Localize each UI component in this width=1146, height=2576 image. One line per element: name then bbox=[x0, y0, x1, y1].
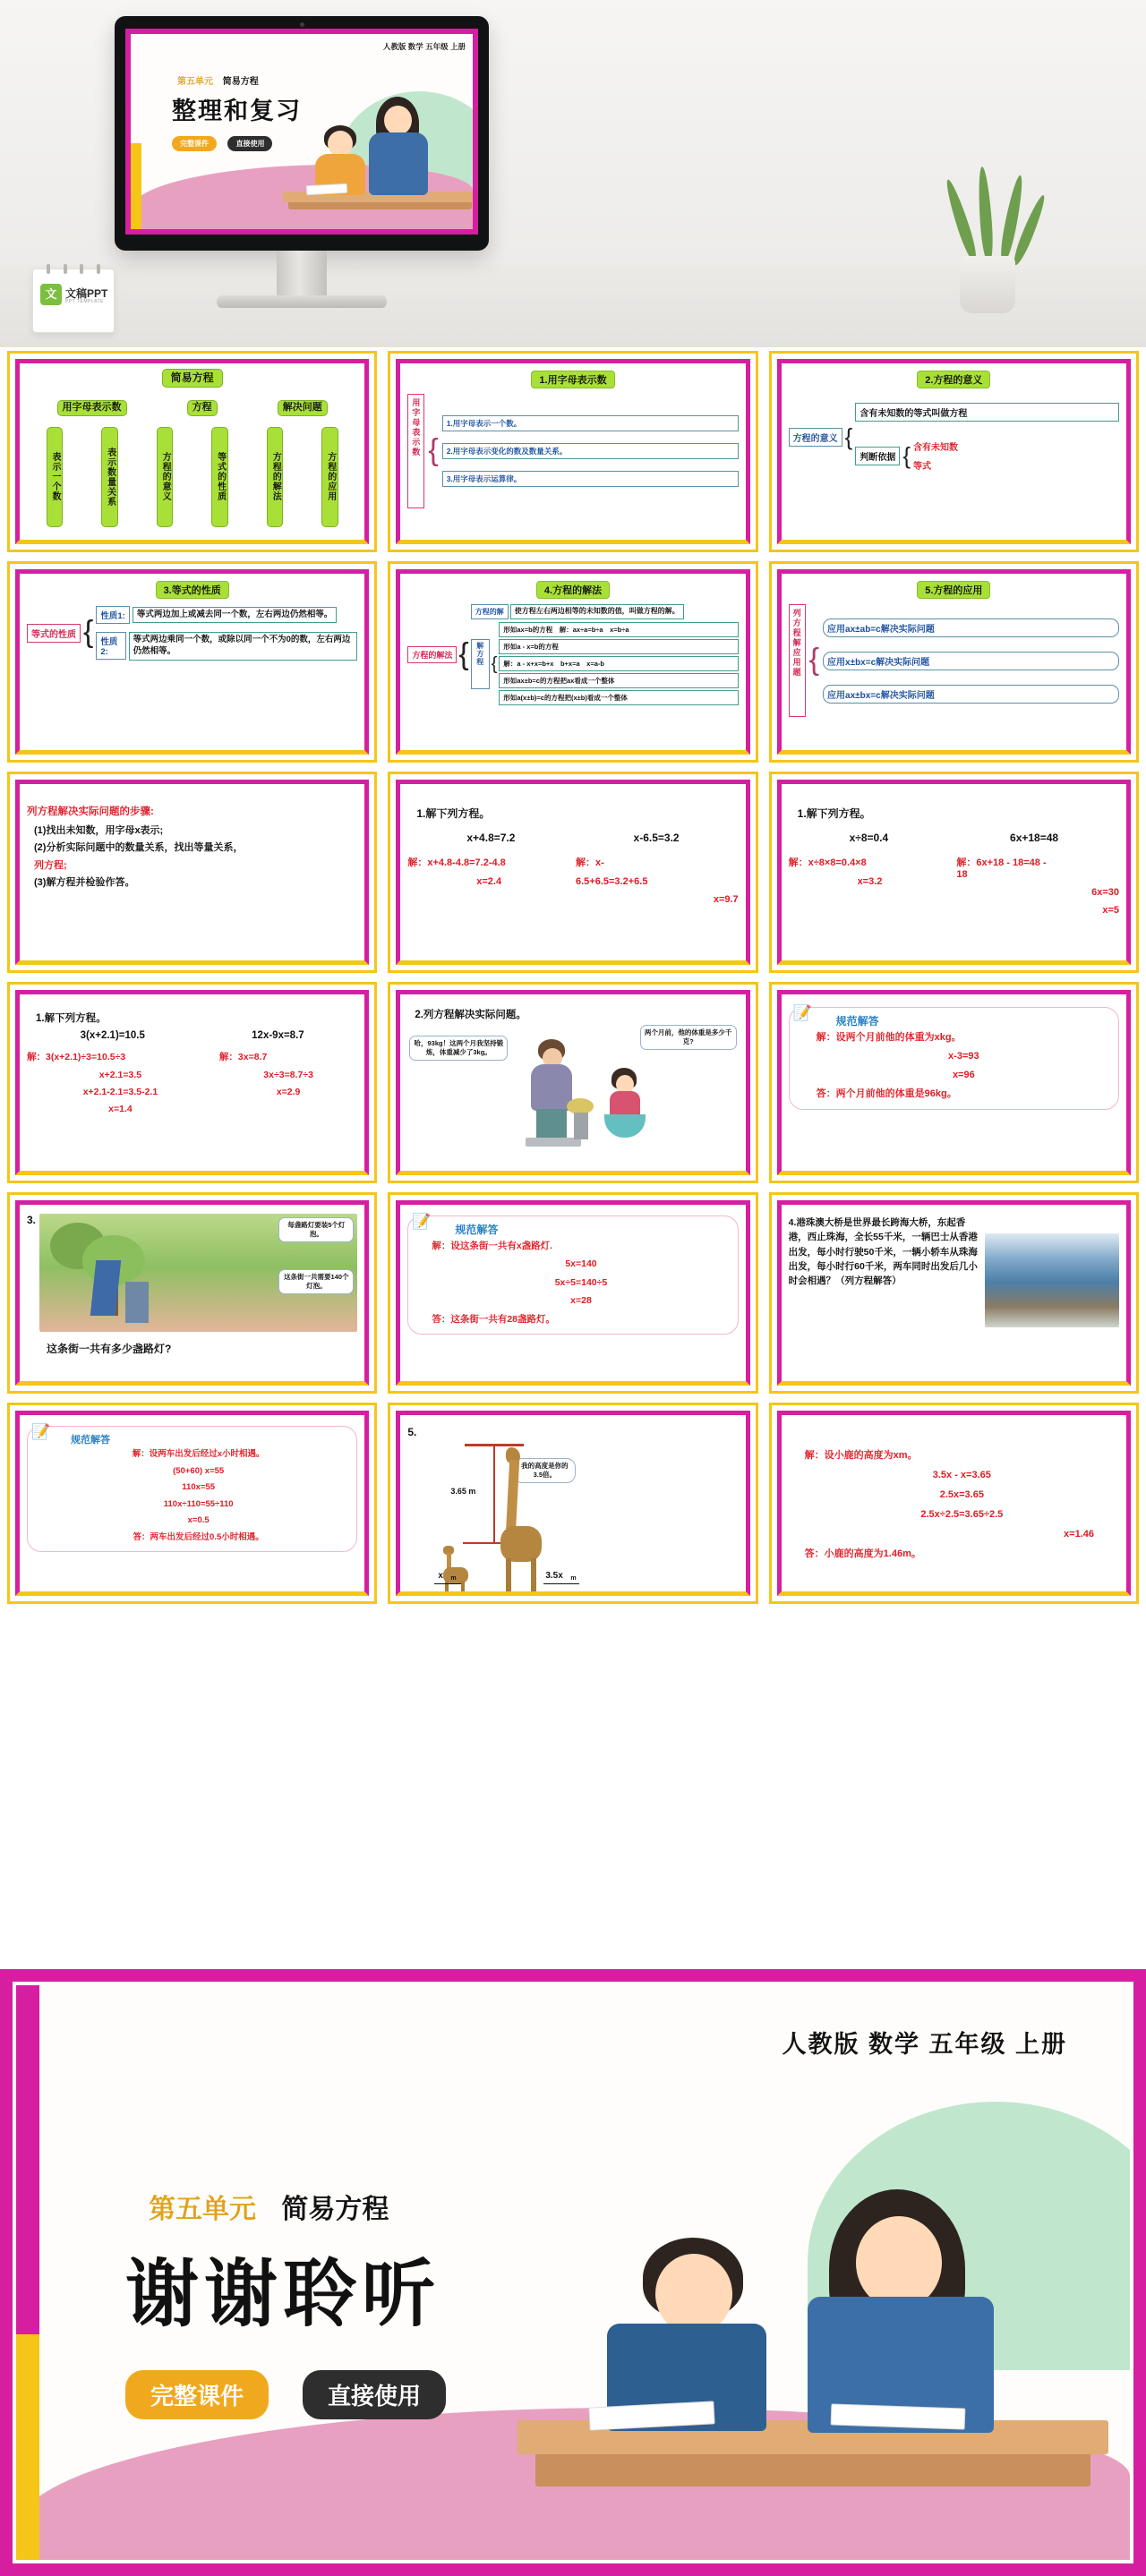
mindmap-branch-2: 方程 bbox=[187, 400, 218, 416]
bridge-picture bbox=[985, 1233, 1119, 1327]
slide-title-2: 1.用字母表示数 bbox=[531, 371, 614, 388]
answer-bridge-line-6: 答：两车出发后经过0.5小时相遇。 bbox=[133, 1531, 264, 1542]
slide-thumb-word-problem-giraffe[interactable] bbox=[388, 1403, 757, 1604]
slide-thumb-exercise-1c[interactable] bbox=[7, 982, 377, 1183]
mindmap-leaf-6: 方程的应用 bbox=[321, 427, 338, 527]
monitor-mockup bbox=[115, 16, 489, 251]
answer-giraffe-line-2: 3.5x - x=3.65 bbox=[932, 1470, 991, 1480]
slide-thumb-steps[interactable] bbox=[7, 772, 377, 973]
slide-thumb-answer-weight[interactable] bbox=[769, 982, 1139, 1183]
mindmap-leaf-1: 表示一个数 bbox=[47, 427, 64, 527]
answer-bridge-badge: 规范解答 bbox=[71, 1435, 110, 1446]
final-title: 谢谢聆听 bbox=[125, 2254, 441, 2335]
slide-thumb-mindmap-overview[interactable] bbox=[7, 351, 377, 552]
ex1c-sol-right-3: x=2.9 bbox=[276, 1087, 301, 1097]
giraffe-number: 5. bbox=[407, 1426, 417, 1438]
final-pill-direct-use: 直接使用 bbox=[303, 2370, 446, 2419]
slide-title-3: 2.方程的意义 bbox=[917, 371, 990, 388]
basis-item-3-2: 等式 bbox=[913, 462, 932, 472]
ex1b-sol-right-3: 6x=30 bbox=[1091, 887, 1119, 898]
answer-lamps-line-3: 5x÷5=140÷5 bbox=[554, 1276, 608, 1288]
mindmap-leaf-3: 方程的意义 bbox=[157, 427, 174, 527]
slide-thumb-exercise-1b[interactable] bbox=[769, 772, 1139, 973]
answer-giraffe-line-5: x=1.46 bbox=[1064, 1529, 1094, 1540]
solve-label-5: 解方程 bbox=[471, 639, 490, 689]
ex1b-sol-right-4: x=5 bbox=[1102, 905, 1119, 916]
item-2-1: 1.用字母表示一个数。 bbox=[442, 415, 739, 431]
left-label-5: 方程的解法 bbox=[407, 646, 457, 663]
final-pill-complete-courseware: 完整课件 bbox=[125, 2370, 269, 2419]
prop2-label: 性质2: bbox=[96, 632, 125, 660]
slide-thumb-solving-equations[interactable]: 4.方程的解法 方程的解法 { 方程的解 使方程左右两边相等的未知数的值，叫做方程的解。 解方程 { 形如ax=b的方程 解：ax÷a=b÷a x=b÷a 形如a - x=b的方程 解：a - x+x=b+x b+x=a x=a-b 形如ax±b=c的方程把ax看成一个整体 形如a(x±b)=c的方程把(x±b)看成一个整体 bbox=[388, 561, 757, 763]
answer-giraffe-line-4: 2.5x÷2.5=3.65÷2.5 bbox=[920, 1509, 1004, 1520]
mindmap-leaf-2: 表示数量关系 bbox=[101, 427, 118, 527]
unit-label: 第五单元 bbox=[177, 77, 213, 87]
slide-thumb-answer-lamps[interactable] bbox=[388, 1192, 757, 1394]
ex1a-sol-right-2: 6.5+6.5=3.2+6.5 bbox=[576, 876, 648, 887]
steps-heading: 列方程解决实际问题的步骤: bbox=[27, 806, 154, 817]
ex1c-sol-left-3: x+2.1-2.1=3.5-2.1 bbox=[82, 1087, 158, 1097]
steps-line-2: (2)分析实际问题中的数量关系，找出等量关系， bbox=[34, 842, 244, 854]
yellow-accent-bar bbox=[131, 143, 141, 229]
answer-lamps-badge: 规范解答 bbox=[455, 1224, 499, 1236]
slide-thumb-answer-bridge[interactable] bbox=[7, 1403, 377, 1604]
ex1a-eq-right: x-6.5=3.2 bbox=[633, 832, 680, 844]
giraffe-label-big-unit: m bbox=[570, 1575, 577, 1582]
ex1c-sol-right-2: 3x÷3=8.7÷3 bbox=[263, 1070, 313, 1080]
ex1c-sol-left-2: x+2.1=3.5 bbox=[98, 1070, 142, 1080]
form-5-3: 解：a - x+x=b+x b+x=a x=a-b bbox=[499, 656, 738, 671]
lamps-bubble-bottom: 这条街一共需要140个灯泡。 bbox=[278, 1269, 354, 1294]
final-unit-topic: 简易方程 bbox=[281, 2195, 389, 2224]
form-5-4: 形如ax±b=c的方程把ax看成一个整体 bbox=[499, 673, 738, 688]
ex1a-sol-right-1: 解：x- bbox=[576, 857, 604, 868]
yellow-accent-bar-final bbox=[16, 2327, 39, 2560]
giraffe-illustration bbox=[407, 1440, 738, 1596]
ex1c-heading: 1.解下列方程。 bbox=[36, 1013, 107, 1024]
answer-lamps-line-4: x=28 bbox=[570, 1295, 592, 1307]
slide-thumb-letters-represent-numbers[interactable]: 1.用字母表示数 用字母表示数 { 1.用字母表示一个数。 2.用字母表示变化的数及数量关系。 3.用字母表示运算律。 bbox=[388, 351, 757, 552]
definition-3: 含有未知数的等式叫做方程 bbox=[855, 403, 1119, 422]
giraffe-label-big: 3.5x bbox=[545, 1571, 563, 1581]
slide-header: 人教版 数学 五年级 上册 bbox=[382, 42, 466, 51]
app-item-6-1: 应用ax±ab=c解决实际问题 bbox=[823, 618, 1119, 637]
answer-lamps-line-2: 5x=140 bbox=[565, 1258, 597, 1270]
pill-complete-courseware: 完整课件 bbox=[172, 136, 217, 151]
ex1c-eq-right: 12x-9x=8.7 bbox=[252, 1030, 304, 1041]
ex1a-eq-left: x+4.8=7.2 bbox=[466, 832, 516, 844]
slide-thumb-word-problem-bridge[interactable] bbox=[769, 1192, 1139, 1394]
left-label-6: 列方程解应用题 bbox=[789, 604, 806, 717]
wp-weight-heading: 2.列方程解决实际问题。 bbox=[415, 1010, 526, 1020]
ex1c-sol-right-1: 解：3x=8.7 bbox=[218, 1052, 268, 1062]
slide-thumb-properties-of-equality[interactable]: 3.等式的性质 等式的性质 { 性质1: 等式两边加上或减去同一个数，左右两边仍然相等。 性质2: 等式两边乘同一个数，或除以同一个不为0的数，左右两边仍然相等。 bbox=[7, 561, 377, 763]
giraffe-height-label: 3.65 m bbox=[450, 1487, 476, 1496]
slide-thumbnail-grid bbox=[0, 347, 1146, 1608]
mindmap-branch-1: 用字母表示数 bbox=[57, 400, 127, 416]
answer-bridge-line-2: (50+60) x=55 bbox=[173, 1465, 225, 1476]
slide-title-4: 3.等式的性质 bbox=[156, 581, 229, 599]
ex1b-sol-right-1: 解：6x+18 - 18=48 - bbox=[956, 857, 1047, 868]
ex1c-sol-left-1: 解：3(x+2.1)÷3=10.5÷3 bbox=[27, 1052, 126, 1062]
giraffe-label-small-unit: m bbox=[450, 1575, 457, 1582]
final-unit-line bbox=[149, 2187, 389, 2226]
basis-item-3-1: 含有未知数 bbox=[913, 443, 959, 453]
slide-title: 整理和复习 bbox=[172, 98, 302, 124]
left-label-2: 用字母表示数 bbox=[407, 394, 424, 508]
lamps-bubble-top: 每盏路灯要装5个灯泡。 bbox=[278, 1217, 354, 1242]
mindmap-root: 简易方程 bbox=[162, 369, 223, 388]
answer-lamps-line-1: 解：设这条街一共有x盏路灯. bbox=[432, 1241, 553, 1251]
mindmap-leaf-4: 等式的性质 bbox=[211, 427, 228, 527]
answer-bridge-line-3: 110x=55 bbox=[182, 1482, 216, 1493]
ex1a-sol-right-3: x=9.7 bbox=[713, 894, 739, 905]
ex1c-eq-left: 3(x+2.1)=10.5 bbox=[80, 1030, 145, 1041]
slide-thumb-answer-giraffe[interactable] bbox=[769, 1403, 1139, 1604]
answer-bridge-line-4: 110x÷110=55÷110 bbox=[163, 1498, 234, 1509]
slide-thumb-word-problem-lamps[interactable] bbox=[7, 1192, 377, 1394]
answer-giraffe-line-6: 答：小鹿的高度为1.46m。 bbox=[804, 1548, 921, 1559]
answer-weight-line-1: 解：设两个月前他的体重为xkg。 bbox=[816, 1032, 962, 1043]
steps-line-4: (3)解方程并检验作答。 bbox=[34, 876, 135, 888]
ex1b-sol-left-1: 解：x÷8×8=0.4×8 bbox=[788, 857, 867, 868]
prop1-label: 性质1: bbox=[96, 606, 129, 624]
answer-weight-line-2: x-3=93 bbox=[948, 1050, 979, 1062]
giraffe-bubble: 我的高度是你的3.5倍。 bbox=[513, 1458, 576, 1483]
answer-giraffe-line-1: 解：设小鹿的高度为xm。 bbox=[804, 1450, 918, 1461]
monitor-stand-neck bbox=[277, 251, 327, 299]
answer-lamps-line-5: 答：这条街一共有28盏路灯。 bbox=[432, 1313, 556, 1325]
lamps-question: 这条街一共有多少盏路灯? bbox=[47, 1343, 172, 1355]
ex1a-sol-left-2: x=2.4 bbox=[476, 876, 502, 887]
pencil-icon: 📝 bbox=[31, 1423, 51, 1440]
ex1b-sol-right-2: 18 bbox=[956, 869, 968, 880]
monitor-stand-base bbox=[217, 295, 387, 308]
ex1b-heading: 1.解下列方程。 bbox=[797, 807, 871, 820]
pill-direct-use: 直接使用 bbox=[227, 136, 272, 151]
slide-title-5: 4.方程的解法 bbox=[536, 581, 610, 599]
ex1b-eq-left: x÷8=0.4 bbox=[849, 832, 889, 844]
wp-weight-bubble-right: 两个月前，他的体重是多少千克? bbox=[640, 1025, 737, 1050]
ex1b-eq-right: 6x+18=48 bbox=[1010, 832, 1059, 844]
wp-weight-bubble-left: 哈，93kg！这两个月我坚持锻炼，体重减少了3kg。 bbox=[409, 1036, 508, 1061]
basis-label-3: 判断依据 bbox=[855, 447, 900, 465]
mindmap-branch-3: 解决问题 bbox=[278, 400, 328, 416]
ex1a-sol-left-1: 解：x+4.8-4.8=7.2-4.8 bbox=[407, 857, 506, 868]
app-item-6-2: 应用x±bx=c解决实际问题 bbox=[823, 652, 1119, 670]
slide-title-6: 5.方程的应用 bbox=[917, 581, 990, 599]
answer-bridge-line-5: x=0.5 bbox=[187, 1515, 210, 1526]
mindmap-leaf-5: 方程的解法 bbox=[267, 427, 284, 527]
slide-thumb-applications[interactable]: 5.方程的应用 列方程解应用题 { 应用ax±ab=c解决实际问题 应用x±bx=c解决实际问题 应用ax±bx=c解决实际问题 bbox=[769, 561, 1139, 763]
unit-topic: 简易方程 bbox=[222, 77, 259, 87]
answer-weight-line-4: 答：两个月前他的体重是96kg。 bbox=[816, 1088, 957, 1099]
left-label-4: 等式的性质 bbox=[27, 624, 81, 643]
final-unit-label: 第五单元 bbox=[149, 2195, 256, 2224]
calendar-rings bbox=[40, 264, 107, 273]
brand-name: 文稿PPT bbox=[65, 287, 108, 300]
solution-label-5: 方程的解 bbox=[471, 604, 509, 619]
left-label-3: 方程的意义 bbox=[789, 428, 842, 447]
form-5-5: 形如a(x±b)=c的方程把(x±b)看成一个整体 bbox=[499, 690, 738, 705]
solution-text-5: 使方程左右两边相等的未知数的值，叫做方程的解。 bbox=[510, 604, 684, 619]
pencil-icon: 📝 bbox=[412, 1213, 432, 1230]
prop1-text: 等式两边加上或减去同一个数，左右两边仍然相等。 bbox=[133, 607, 338, 624]
form-5-1: 形如ax=b的方程 解：ax÷a=b÷a x=b÷a bbox=[499, 622, 738, 637]
closing-slide bbox=[0, 1969, 1146, 2576]
lamps-number: 3. bbox=[27, 1214, 37, 1226]
form-5-2: 形如a - x=b的方程 bbox=[499, 639, 738, 654]
hero-banner bbox=[0, 0, 1146, 347]
answer-giraffe-line-3: 2.5x=3.65 bbox=[939, 1489, 984, 1500]
pencil-icon: 📝 bbox=[792, 1004, 812, 1021]
brand-calendar-card bbox=[32, 269, 115, 333]
answer-weight-badge: 规范解答 bbox=[835, 1015, 879, 1028]
item-2-2: 2.用字母表示变化的数及数量关系。 bbox=[442, 443, 739, 459]
slide-thumb-word-problem-weight[interactable] bbox=[388, 982, 757, 1183]
giraffe-label-small: x bbox=[438, 1571, 443, 1581]
slide-pill-row bbox=[172, 134, 272, 151]
ex1a-heading: 1.解下列方程。 bbox=[416, 807, 491, 820]
prop2-text: 等式两边乘同一个数，或除以同一个不为0的数，左右两边仍然相等。 bbox=[129, 632, 358, 661]
slide-unit-line bbox=[177, 73, 259, 87]
steps-line-3: 列方程; bbox=[34, 859, 67, 871]
brand-subtitle: PPT TEMPLATE bbox=[65, 299, 104, 304]
ex1c-sol-left-4: x=1.4 bbox=[108, 1104, 133, 1114]
lamps-picture bbox=[39, 1214, 357, 1332]
bridge-text: 4.港珠澳大桥是世界最长跨海大桥，东起香港，西止珠海，全长55千米，一辆巴士从香港出发，每小时行驶50千米，一辆小轿车从珠海出发，每小时行60千米，两车同时出发后几小时会相遇？（列方程解答） bbox=[788, 1217, 978, 1287]
answer-weight-line-3: x=96 bbox=[952, 1069, 975, 1080]
answer-bridge-line-1: 解：设两车出发后经过x小时相遇。 bbox=[132, 1449, 265, 1459]
item-2-3: 3.用字母表示运算律。 bbox=[442, 471, 739, 487]
ex1b-sol-left-2: x=3.2 bbox=[857, 876, 883, 887]
slide-thumb-meaning-of-equation[interactable]: 2.方程的意义 方程的意义 { 含有未知数的等式叫做方程 判断依据 { 含有未知数 等式 bbox=[769, 351, 1139, 552]
final-header: 人教版 数学 五年级 上册 bbox=[782, 2031, 1067, 2058]
monitor-screen bbox=[125, 29, 478, 235]
steps-line-1: (1)找出未知数，用字母x表示; bbox=[34, 825, 164, 836]
slide-thumb-exercise-1a[interactable] bbox=[388, 772, 757, 973]
brand-logo-icon: 文 bbox=[40, 284, 62, 305]
title-slide bbox=[131, 34, 473, 229]
app-item-6-3: 应用ax±bx=c解决实际问题 bbox=[823, 685, 1119, 704]
magenta-accent-bar-final bbox=[16, 1985, 39, 2334]
